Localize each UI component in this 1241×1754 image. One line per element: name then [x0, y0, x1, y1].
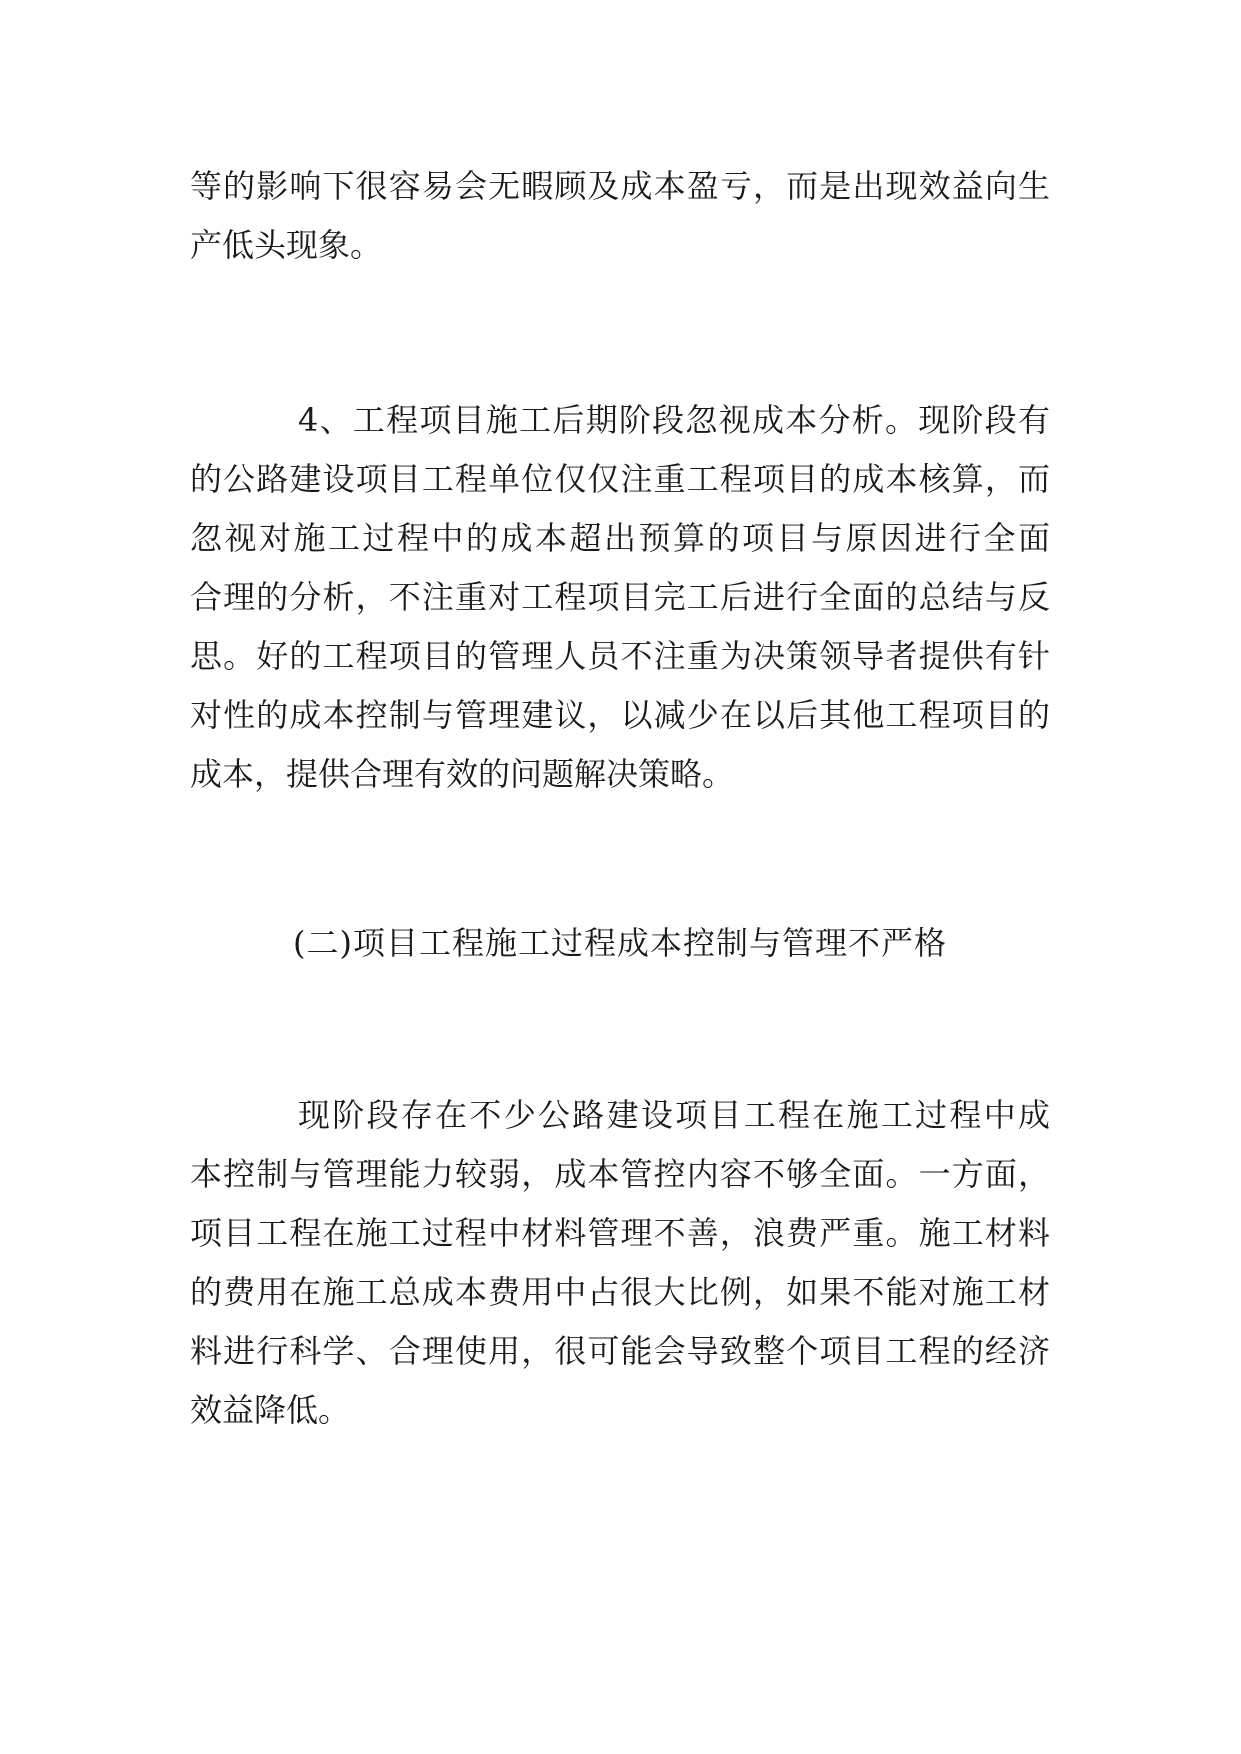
paragraph-line: 效益降低。: [190, 1391, 351, 1429]
paragraph-line: 成本，提供合理有效的问题解决策略。: [190, 755, 735, 793]
paragraph-line: 合理的分析，不注重对工程项目完工后进行全面的总结与反: [190, 578, 1050, 616]
section-heading: (二)项目工程施工过程成本控制与管理不严格: [293, 924, 947, 962]
paragraph-line: 思。好的工程项目的管理人员不注重为决策领导者提供有针: [190, 637, 1050, 675]
paragraph-line: 项目工程在施工过程中材料管理不善，浪费严重。施工材料: [190, 1214, 1050, 1252]
paragraph-line: 的公路建设项目工程单位仅仅注重工程项目的成本核算，而: [190, 460, 1050, 498]
paragraph-line: 料进行科学、合理使用，很可能会导致整个项目工程的经济: [190, 1332, 1050, 1370]
paragraph-line: 4、工程项目施工后期阶段忽视成本分析。现阶段有: [298, 401, 1050, 439]
paragraph-line: 忽视对施工过程中的成本超出预算的项目与原因进行全面: [190, 519, 1050, 557]
paragraph-line: 本控制与管理能力较弱，成本管控内容不够全面。一方面，: [190, 1155, 1050, 1193]
paragraph-line: 对性的成本控制与管理建议，以减少在以后其他工程项目的: [190, 696, 1050, 734]
paragraph-line: 现阶段存在不少公路建设项目工程在施工过程中成: [298, 1096, 1050, 1134]
paragraph-line: 产低头现象。: [190, 226, 383, 264]
paragraph-line: 的费用在施工总成本费用中占很大比例，如果不能对施工材: [190, 1273, 1050, 1311]
paragraph-line: 等的影响下很容易会无暇顾及成本盈亏，而是出现效益向生: [190, 167, 1050, 205]
